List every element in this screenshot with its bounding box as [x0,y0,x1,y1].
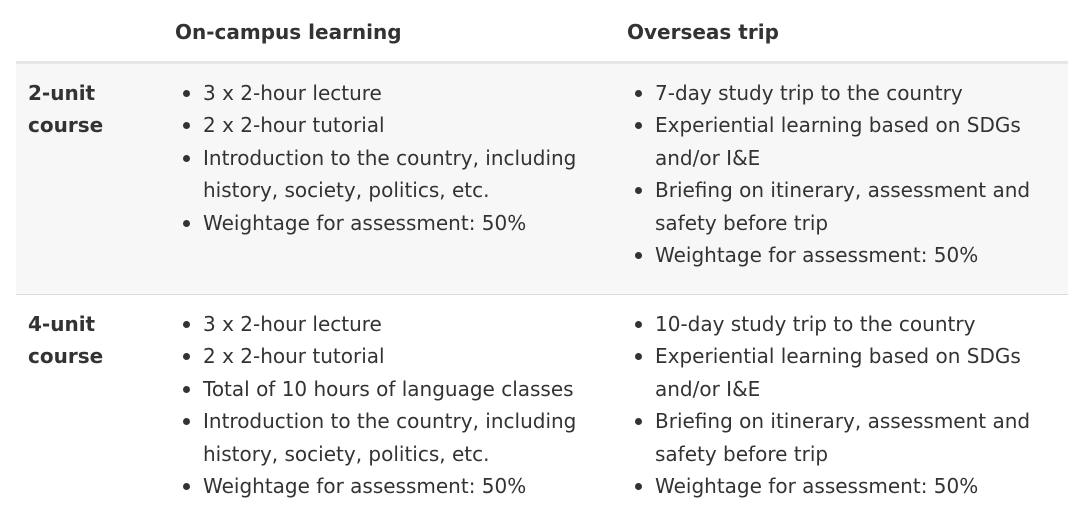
list-item: Briefing on itinerary, assessment and safety before trip [634,174,1054,239]
table-header-row [16,0,1068,64]
on-campus-list-2-unit [182,77,602,239]
overseas-list-2-unit [634,77,1054,271]
list-item: 7-day study trip to the country [634,77,1054,109]
list-item: 2 x 2-hour tutorial [182,109,602,141]
list-item: Introduction to the country, including history, society, politics, etc. [182,142,602,207]
list-item: Weightage for assessment: 50% [634,239,1054,271]
list-item: 10-day study trip to the country [634,308,1054,340]
course-comparison-table [16,0,1068,529]
list-item: 2 x 2-hour tutorial [182,340,602,372]
list-item: 3 x 2-hour lecture [182,77,602,109]
list-item: Introduction to the country, including history, society, politics, etc. [182,405,602,470]
table-row-4-unit [16,295,1068,529]
list-item: 3 x 2-hour lecture [182,308,602,340]
list-item: Briefing on itinerary, assessment and safety before trip [634,405,1054,470]
row-label-4-unit-course: 4-unit course [28,312,104,369]
list-item: Weightage for assessment: 50% [182,470,602,502]
list-item: Weightage for assessment: 50% [634,470,1054,502]
on-campus-list-4-unit [182,308,602,502]
list-item: Experiential learning based on SDGs and/or I&E [634,109,1054,174]
row-label-2-unit-course: 2-unit course [28,81,104,138]
overseas-list-4-unit [634,308,1054,502]
list-item: Total of 10 hours of language classes [182,373,602,405]
column-header-overseas: Overseas trip [627,20,779,44]
list-item: Experiential learning based on SDGs and/or I&E [634,340,1054,405]
table-row-2-unit [16,64,1068,295]
list-item: Weightage for assessment: 50% [182,207,602,239]
column-header-on-campus: On-campus learning [175,20,402,44]
